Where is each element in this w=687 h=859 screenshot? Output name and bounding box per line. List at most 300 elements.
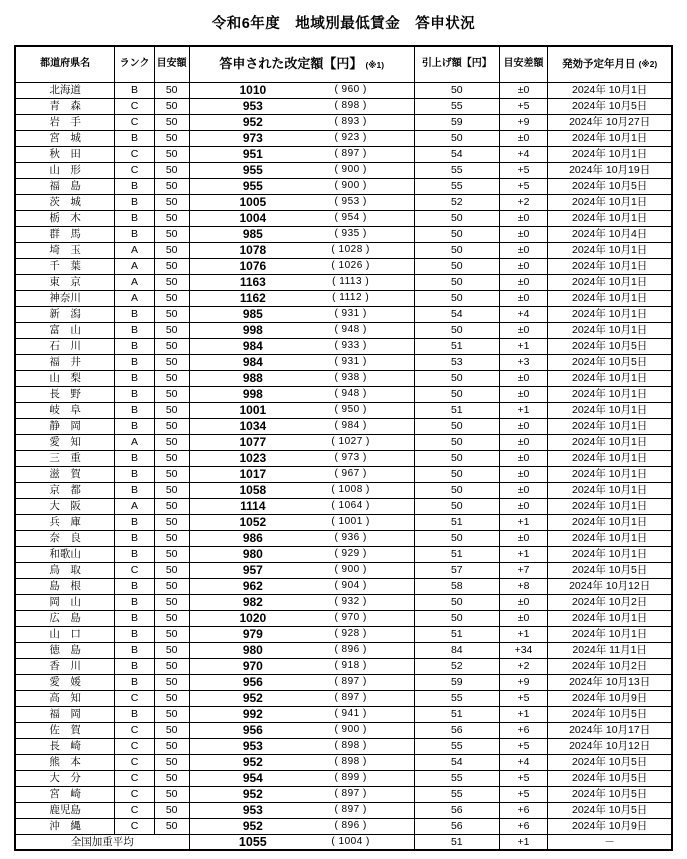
revised-amount-cell (189, 306, 414, 322)
raise-amount-cell: 54 (414, 754, 499, 770)
guideline-diff-cell: ±0 (499, 82, 548, 98)
effective-date-cell: 2024年 10月5日 (548, 178, 672, 194)
effective-date-cell: 2024年 10月1日 (548, 82, 672, 98)
revised-amount-cell (189, 610, 414, 626)
table-row (15, 306, 672, 322)
guideline-diff-cell: +9 (499, 674, 548, 690)
rank-cell: B (115, 482, 154, 498)
effective-date-cell: 2024年 10月1日 (548, 274, 672, 290)
table-row (15, 786, 672, 802)
revised-value: 1034 (239, 419, 267, 433)
table-row (15, 162, 672, 178)
raise-amount-cell: 51 (414, 546, 499, 562)
revised-amount-cell (189, 466, 414, 482)
national-average-raise-cell: 51 (414, 834, 499, 850)
effective-date-cell: 2024年 10月1日 (548, 514, 672, 530)
revised-amount-cell (189, 738, 414, 754)
effective-date-cell: 2024年 10月1日 (548, 130, 672, 146)
revised-value: 956 (242, 675, 263, 689)
rank-cell: C (115, 738, 154, 754)
guideline-cell: 50 (154, 690, 189, 706)
rank-cell: B (115, 642, 154, 658)
table-row (15, 130, 672, 146)
rank-cell: B (115, 594, 154, 610)
prefecture-cell: 富 山 (15, 322, 115, 338)
prefecture-cell: 栃 木 (15, 210, 115, 226)
revised-amount-cell (189, 226, 414, 242)
revised-amount-cell (189, 690, 414, 706)
prefecture-cell: 山 形 (15, 162, 115, 178)
revised-value: 986 (242, 531, 263, 545)
guideline-cell: 50 (154, 450, 189, 466)
prefecture-cell: 新 潟 (15, 306, 115, 322)
prefecture-cell: 鹿児島 (15, 802, 115, 818)
raise-amount-cell: 50 (414, 466, 499, 482)
revised-value: 1077 (239, 435, 267, 449)
guideline-diff-cell: +1 (499, 514, 548, 530)
table-row (15, 594, 672, 610)
table-row (15, 178, 672, 194)
national-average-effective-cell: － (548, 834, 672, 850)
previous-value: ( 898 ) (334, 756, 367, 767)
national-average-diff-cell: +1 (499, 834, 548, 850)
table-row (15, 338, 672, 354)
prefecture-cell: 東 京 (15, 274, 115, 290)
guideline-diff-cell: +4 (499, 146, 548, 162)
effective-date-cell: 2024年 10月2日 (548, 658, 672, 674)
raise-amount-cell: 51 (414, 706, 499, 722)
rank-cell: A (115, 290, 154, 306)
revised-value: 979 (242, 627, 263, 641)
effective-date-cell: 2024年 10月12日 (548, 738, 672, 754)
guideline-diff-cell: ±0 (499, 498, 548, 514)
revised-amount-cell (189, 178, 414, 194)
table-row (15, 802, 672, 818)
previous-value: ( 948 ) (334, 388, 367, 399)
raise-amount-cell: 56 (414, 802, 499, 818)
previous-value: ( 897 ) (334, 148, 367, 159)
revised-amount-cell (189, 722, 414, 738)
rank-cell: B (115, 402, 154, 418)
revised-amount-cell (189, 194, 414, 210)
previous-value: ( 950 ) (334, 404, 367, 415)
raise-amount-cell: 55 (414, 178, 499, 194)
guideline-cell: 50 (154, 370, 189, 386)
prefecture-cell: 福 岡 (15, 706, 115, 722)
previous-value: ( 923 ) (334, 132, 367, 143)
guideline-diff-cell: ±0 (499, 466, 548, 482)
effective-date-cell: 2024年 10月1日 (548, 418, 672, 434)
previous-value: ( 918 ) (334, 660, 367, 671)
prefecture-cell: 島 根 (15, 578, 115, 594)
revised-value: 962 (242, 579, 263, 593)
previous-value: ( 897 ) (334, 692, 367, 703)
revised-value: 957 (242, 563, 263, 577)
rank-cell: B (115, 626, 154, 642)
effective-date-cell: 2024年 10月1日 (548, 466, 672, 482)
guideline-diff-cell: ±0 (499, 290, 548, 306)
revised-value: 953 (242, 803, 263, 817)
revised-amount-cell (189, 706, 414, 722)
effective-date-cell: 2024年 11月1日 (548, 642, 672, 658)
guideline-cell: 50 (154, 274, 189, 290)
raise-amount-cell: 50 (414, 498, 499, 514)
guideline-diff-cell: +3 (499, 354, 548, 370)
effective-date-cell: 2024年 10月19日 (548, 162, 672, 178)
rank-cell: C (115, 98, 154, 114)
previous-value: ( 1026 ) (331, 260, 370, 271)
guideline-diff-cell: +5 (499, 770, 548, 786)
effective-date-cell: 2024年 10月5日 (548, 98, 672, 114)
minimum-wage-table (14, 45, 673, 851)
guideline-cell: 50 (154, 114, 189, 130)
guideline-diff-cell: +1 (499, 626, 548, 642)
raise-amount-cell: 59 (414, 674, 499, 690)
revised-value: 984 (242, 355, 263, 369)
revised-value: 953 (242, 99, 263, 113)
table-row (15, 738, 672, 754)
table-row (15, 98, 672, 114)
previous-value: ( 970 ) (334, 612, 367, 623)
guideline-diff-cell: +5 (499, 786, 548, 802)
guideline-diff-cell: +2 (499, 194, 548, 210)
effective-date-cell: 2024年 10月1日 (548, 434, 672, 450)
revised-value: 984 (242, 339, 263, 353)
raise-amount-cell: 50 (414, 434, 499, 450)
effective-date-cell: 2024年 10月1日 (548, 290, 672, 306)
guideline-cell: 50 (154, 578, 189, 594)
rank-cell: C (115, 818, 154, 834)
revised-amount-cell (189, 642, 414, 658)
guideline-cell: 50 (154, 642, 189, 658)
table-row (15, 290, 672, 306)
guideline-diff-cell: +2 (499, 658, 548, 674)
revised-amount-cell (189, 98, 414, 114)
guideline-cell: 50 (154, 98, 189, 114)
previous-value: ( 941 ) (334, 708, 367, 719)
prefecture-cell: 山 口 (15, 626, 115, 642)
guideline-cell: 50 (154, 546, 189, 562)
rank-cell: B (115, 178, 154, 194)
table-row (15, 450, 672, 466)
prefecture-cell: 鳥 取 (15, 562, 115, 578)
guideline-cell: 50 (154, 306, 189, 322)
table-row (15, 226, 672, 242)
guideline-diff-cell: ±0 (499, 322, 548, 338)
previous-value: ( 933 ) (334, 340, 367, 351)
guideline-cell: 50 (154, 786, 189, 802)
effective-date-cell: 2024年 10月1日 (548, 546, 672, 562)
previous-value: ( 1064 ) (331, 500, 370, 511)
revised-amount-cell (189, 338, 414, 354)
table-row (15, 354, 672, 370)
raise-amount-cell: 54 (414, 146, 499, 162)
guideline-cell: 50 (154, 226, 189, 242)
effective-date-cell: 2024年 10月1日 (548, 306, 672, 322)
rank-cell: C (115, 162, 154, 178)
table-row (15, 706, 672, 722)
revised-value: 1058 (239, 483, 267, 497)
raise-amount-cell: 57 (414, 562, 499, 578)
revised-amount-cell (189, 418, 414, 434)
guideline-diff-cell: ±0 (499, 594, 548, 610)
guideline-diff-cell: +4 (499, 306, 548, 322)
revised-amount-cell (189, 162, 414, 178)
rank-cell: B (115, 226, 154, 242)
guideline-cell: 50 (154, 562, 189, 578)
previous-value: ( 936 ) (334, 532, 367, 543)
revised-amount-cell (189, 482, 414, 498)
raise-amount-cell: 50 (414, 594, 499, 610)
rank-cell: C (115, 802, 154, 818)
effective-date-cell: 2024年 10月13日 (548, 674, 672, 690)
revised-value: 954 (242, 771, 263, 785)
guideline-diff-cell: ±0 (499, 274, 548, 290)
previous-value: ( 931 ) (334, 356, 367, 367)
revised-value: 998 (242, 323, 263, 337)
guideline-cell: 50 (154, 242, 189, 258)
guideline-diff-cell: ±0 (499, 130, 548, 146)
guideline-cell: 50 (154, 322, 189, 338)
prefecture-cell: 奈 良 (15, 530, 115, 546)
guideline-diff-cell: +4 (499, 754, 548, 770)
page-title: 令和6年度 地域別最低賃金 答申状況 (211, 16, 476, 32)
raise-amount-cell: 55 (414, 738, 499, 754)
prefecture-cell: 青 森 (15, 98, 115, 114)
previous-value: ( 904 ) (334, 580, 367, 591)
table-row (15, 258, 672, 274)
prefecture-cell: 神奈川 (15, 290, 115, 306)
previous-value: ( 948 ) (334, 324, 367, 335)
table-row (15, 114, 672, 130)
revised-amount-cell (189, 754, 414, 770)
raise-amount-cell: 53 (414, 354, 499, 370)
rank-cell: C (115, 114, 154, 130)
effective-date-cell: 2024年 10月5日 (548, 770, 672, 786)
prefecture-cell: 岩 手 (15, 114, 115, 130)
prefecture-cell: 兵 庫 (15, 514, 115, 530)
previous-value: ( 897 ) (334, 676, 367, 687)
guideline-diff-cell: ±0 (499, 482, 548, 498)
guideline-cell: 50 (154, 754, 189, 770)
raise-amount-cell: 50 (414, 322, 499, 338)
raise-amount-cell: 56 (414, 818, 499, 834)
col-header-revised-amount (189, 46, 414, 82)
revised-amount-cell (189, 322, 414, 338)
previous-value: ( 967 ) (334, 468, 367, 479)
previous-value: ( 893 ) (334, 116, 367, 127)
revised-amount-cell (189, 434, 414, 450)
effective-date-cell: 2024年 10月1日 (548, 610, 672, 626)
guideline-diff-cell: +5 (499, 178, 548, 194)
rank-cell: B (115, 706, 154, 722)
effective-date-cell: 2024年 10月1日 (548, 498, 672, 514)
prefecture-cell: 石 川 (15, 338, 115, 354)
raise-amount-cell: 50 (414, 242, 499, 258)
revised-value: 1001 (239, 403, 267, 417)
prefecture-cell: 沖 縄 (15, 818, 115, 834)
effective-date-cell: 2024年 10月27日 (548, 114, 672, 130)
table-header (15, 46, 672, 82)
header-row (15, 46, 672, 82)
national-average-label: 全国加重平均 (15, 834, 189, 850)
table-row (15, 82, 672, 98)
guideline-cell: 50 (154, 482, 189, 498)
prefecture-cell: 愛 知 (15, 434, 115, 450)
effective-date-cell: 2024年 10月5日 (548, 802, 672, 818)
table-row (15, 674, 672, 690)
table-row (15, 386, 672, 402)
national-average-revised-cell (189, 834, 414, 850)
previous-value: ( 1027 ) (331, 436, 370, 447)
guideline-diff-cell: ±0 (499, 226, 548, 242)
prefecture-cell: 山 梨 (15, 370, 115, 386)
prefecture-cell: 千 葉 (15, 258, 115, 274)
guideline-diff-cell: +5 (499, 690, 548, 706)
rank-cell: B (115, 658, 154, 674)
revised-amount-cell (189, 770, 414, 786)
raise-amount-cell: 54 (414, 306, 499, 322)
revised-amount-cell (189, 242, 414, 258)
rank-cell: B (115, 194, 154, 210)
guideline-diff-cell: +1 (499, 546, 548, 562)
guideline-diff-cell: +1 (499, 706, 548, 722)
raise-amount-cell: 50 (414, 130, 499, 146)
rank-cell: B (115, 530, 154, 546)
guideline-diff-cell: +5 (499, 98, 548, 114)
revised-amount-cell (189, 82, 414, 98)
raise-amount-cell: 50 (414, 290, 499, 306)
prefecture-cell: 岡 山 (15, 594, 115, 610)
guideline-cell: 50 (154, 146, 189, 162)
prefecture-cell: 宮 城 (15, 130, 115, 146)
raise-amount-cell: 51 (414, 338, 499, 354)
raise-amount-cell: 56 (414, 722, 499, 738)
guideline-diff-cell: +8 (499, 578, 548, 594)
prefecture-cell: 愛 媛 (15, 674, 115, 690)
revised-value: 1076 (239, 259, 267, 273)
revised-amount-cell (189, 786, 414, 802)
guideline-cell: 50 (154, 706, 189, 722)
revised-amount-cell (189, 146, 414, 162)
prefecture-cell: 北海道 (15, 82, 115, 98)
revised-amount-cell (189, 114, 414, 130)
guideline-diff-cell: ±0 (499, 370, 548, 386)
table-row (15, 482, 672, 498)
revised-value: 980 (242, 643, 263, 657)
effective-date-cell: 2024年 10月5日 (548, 754, 672, 770)
raise-amount-cell: 51 (414, 626, 499, 642)
revised-value: 952 (242, 691, 263, 705)
raise-amount-cell: 55 (414, 162, 499, 178)
guideline-diff-cell: ±0 (499, 210, 548, 226)
previous-value: ( 960 ) (334, 84, 367, 95)
col-header-rank: ランク (115, 46, 154, 82)
prefecture-cell: 静 岡 (15, 418, 115, 434)
previous-value: ( 900 ) (334, 724, 367, 735)
table-row (15, 514, 672, 530)
table-row (15, 498, 672, 514)
revised-amount-cell (189, 674, 414, 690)
raise-amount-cell: 59 (414, 114, 499, 130)
guideline-cell: 50 (154, 386, 189, 402)
revised-amount-cell (189, 818, 414, 834)
prefecture-cell: 徳 島 (15, 642, 115, 658)
prefecture-cell: 長 野 (15, 386, 115, 402)
revised-amount-cell (189, 450, 414, 466)
raise-amount-cell: 55 (414, 786, 499, 802)
previous-value: ( 898 ) (334, 740, 367, 751)
revised-value: 955 (242, 163, 263, 177)
previous-value: ( 928 ) (334, 628, 367, 639)
rank-cell: B (115, 466, 154, 482)
table-row (15, 578, 672, 594)
raise-amount-cell: 55 (414, 690, 499, 706)
guideline-diff-cell: +6 (499, 818, 548, 834)
rank-cell: A (115, 434, 154, 450)
raise-amount-cell: 50 (414, 370, 499, 386)
effective-date-cell: 2024年 10月5日 (548, 338, 672, 354)
col-header-effective-note: (※2) (638, 59, 658, 69)
raise-amount-cell: 50 (414, 610, 499, 626)
raise-amount-cell: 58 (414, 578, 499, 594)
effective-date-cell: 2024年 10月9日 (548, 690, 672, 706)
revised-value: 952 (242, 787, 263, 801)
revised-value: 956 (242, 723, 263, 737)
table-row (15, 194, 672, 210)
revised-value: 998 (242, 387, 263, 401)
guideline-cell: 50 (154, 130, 189, 146)
rank-cell: B (115, 450, 154, 466)
effective-date-cell: 2024年 10月1日 (548, 258, 672, 274)
raise-amount-cell: 50 (414, 226, 499, 242)
previous-value: ( 929 ) (334, 548, 367, 559)
guideline-cell: 50 (154, 530, 189, 546)
rank-cell: A (115, 258, 154, 274)
guideline-diff-cell: +34 (499, 642, 548, 658)
col-header-diff: 目安差額 (499, 46, 548, 82)
guideline-diff-cell: +6 (499, 722, 548, 738)
revised-value: 953 (242, 739, 263, 753)
prefecture-cell: 大 分 (15, 770, 115, 786)
prefecture-cell: 滋 賀 (15, 466, 115, 482)
guideline-cell: 50 (154, 290, 189, 306)
previous-value: ( 899 ) (334, 772, 367, 783)
revised-amount-cell (189, 210, 414, 226)
previous-value: ( 900 ) (334, 564, 367, 575)
revised-value: 992 (242, 707, 263, 721)
table-row (15, 274, 672, 290)
table-footer (15, 834, 672, 850)
revised-value: 1004 (239, 211, 267, 225)
national-average-revised-value: 1055 (238, 834, 267, 849)
raise-amount-cell: 50 (414, 258, 499, 274)
rank-cell: B (115, 546, 154, 562)
revised-value: 1005 (239, 195, 267, 209)
previous-value: ( 938 ) (334, 372, 367, 383)
revised-value: 988 (242, 371, 263, 385)
guideline-cell: 50 (154, 194, 189, 210)
national-average-previous-value: ( 1004 ) (331, 835, 370, 847)
guideline-diff-cell: +6 (499, 802, 548, 818)
table-row (15, 146, 672, 162)
revised-amount-cell (189, 274, 414, 290)
effective-date-cell: 2024年 10月1日 (548, 626, 672, 642)
rank-cell: B (115, 82, 154, 98)
revised-value: 955 (242, 179, 263, 193)
table-row (15, 818, 672, 834)
previous-value: ( 1113 ) (332, 276, 370, 287)
